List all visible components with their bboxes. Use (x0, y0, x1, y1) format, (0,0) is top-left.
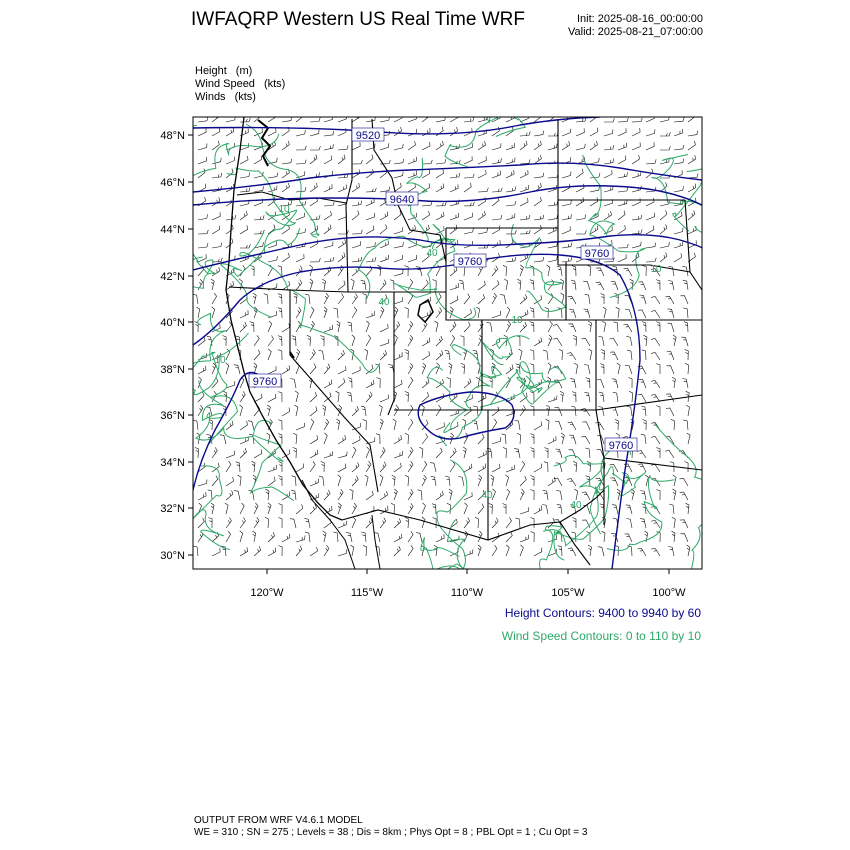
field-name: Wind Speed (195, 78, 255, 90)
wind-contour-label: 10 (511, 315, 523, 326)
field-name: Height (195, 65, 227, 77)
wind-contour-label: 10 (214, 355, 226, 366)
height-contour-label: 9760 (584, 248, 610, 260)
wind-contour-label: 10 (650, 264, 662, 275)
height-contour-label: 9520 (355, 130, 381, 142)
lat-label: 36°N (160, 410, 185, 422)
wind-contour-label: 40 (426, 248, 438, 259)
lon-label: 120°W (250, 587, 284, 599)
longitude-axis (250, 569, 686, 599)
lat-label: 48°N (160, 130, 185, 142)
lon-label: 110°W (450, 587, 484, 599)
wind-contour-label: 10 (278, 204, 290, 215)
field-unit: (kts) (263, 78, 286, 90)
model-footer-title: OUTPUT FROM WRF V4.6.1 MODEL (194, 815, 363, 826)
init-time: Init: 2025-08-16_00:00:00 (577, 13, 703, 25)
lat-label: 44°N (160, 224, 185, 236)
field-unit: (kts) (234, 91, 256, 103)
model-footer-config: WE = 310 ; SN = 275 ; Levels = 38 ; Dis = 8km ; Phys Opt = 8 ; PBL Opt = 1 ; Cu Opt = 3 (194, 827, 588, 838)
lon-label: 105°W (551, 587, 585, 599)
valid-time: Valid: 2025-08-21_07:00:00 (568, 26, 703, 38)
lat-label: 46°N (160, 177, 185, 189)
wind-contour-label: 40 (378, 297, 390, 308)
lat-label: 38°N (160, 364, 185, 376)
lon-label: 115°W (350, 587, 384, 599)
lat-label: 32°N (160, 503, 185, 515)
field-height (195, 65, 252, 77)
lat-label: 30°N (160, 550, 185, 562)
latitude-axis (160, 130, 193, 562)
lat-label: 40°N (160, 317, 185, 329)
map-title: IWFAQRP Western US Real Time WRF (191, 9, 525, 30)
height-contour-legend: Height Contours: 9400 to 9940 by 60 (504, 606, 701, 620)
wind-contour-legend: Wind Speed Contours: 0 to 110 by 10 (501, 629, 701, 643)
field-unit: (m) (235, 65, 253, 77)
height-contour-label: 9760 (252, 376, 278, 388)
wind-contour-label: 40 (481, 490, 493, 501)
lat-label: 34°N (160, 457, 185, 469)
lon-label: 100°W (652, 587, 686, 599)
height-contour-label: 9760 (457, 256, 483, 268)
field-winds (195, 91, 256, 103)
height-contour-label: 9760 (608, 440, 634, 452)
field-name: Winds (195, 91, 226, 103)
lat-label: 42°N (160, 271, 185, 283)
height-contour-label: 9640 (389, 194, 415, 206)
field-wind-speed (195, 78, 285, 90)
wind-contour-label: 40 (570, 500, 582, 511)
